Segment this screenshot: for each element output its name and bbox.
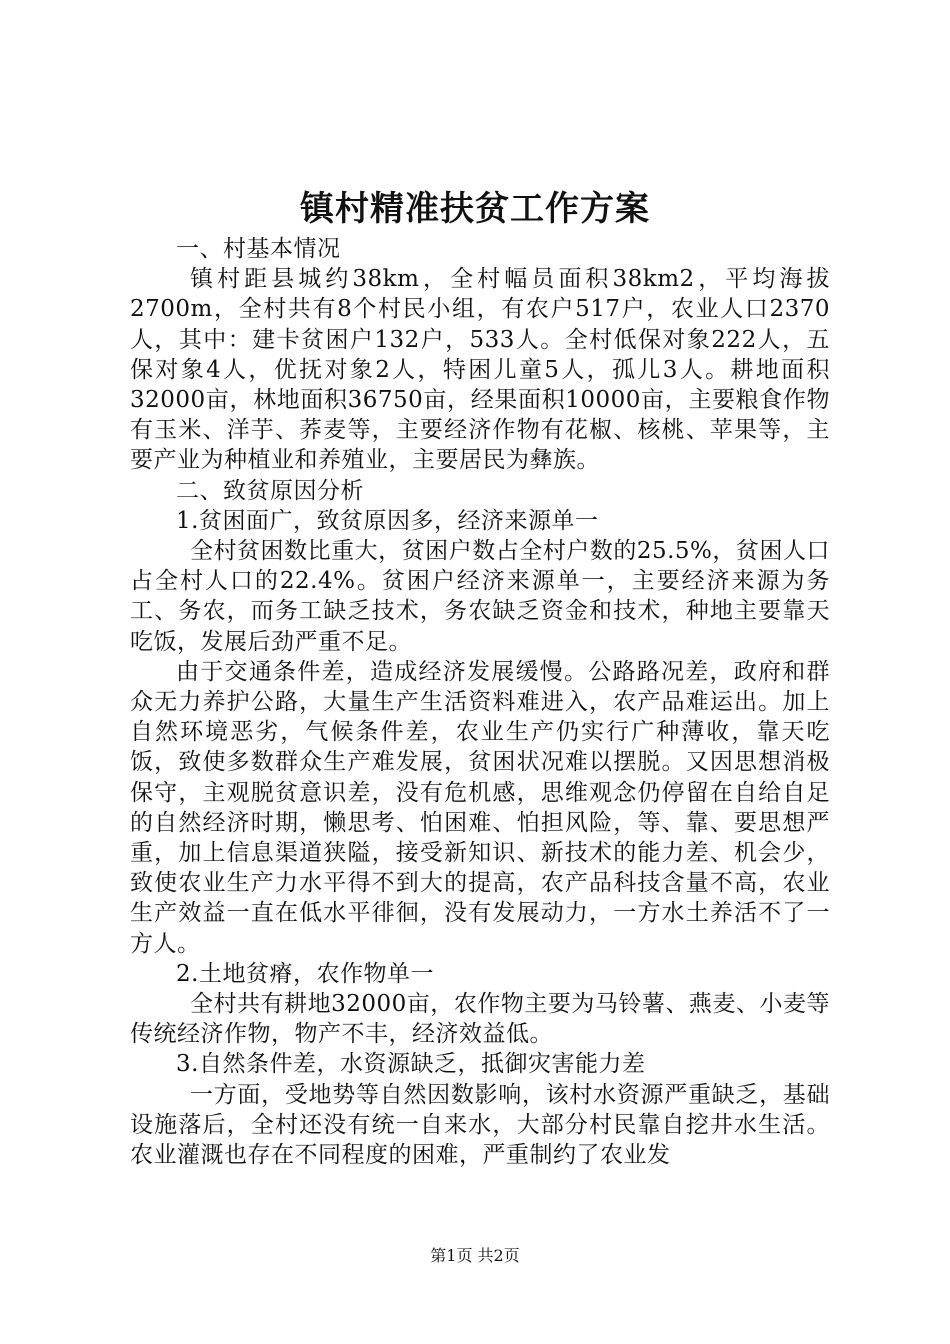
document-title: 镇村精准扶贫工作方案 [300,189,650,229]
section-heading-1: 一、村基本情况 [176,236,341,262]
paragraph-traffic: 由于交通条件差，造成经济发展缓慢。公路路况差，政府和群众无力养护公路，大量生产生活资料难进入，农产品难运出。加上自然环境恶劣，气候条件差，农业生产仍实行广种薄收，靠天吃饭，致使多数群众生产难发展，贫困状况难以摆脱。又因思想消极保守，主观脱贫意识差，没有危机感，思维观念仍停留在自给自足的自然经济时期，懒思考、怕困难、怕担风险，等、靠、要思想严重，加上信息渠道狭隘，接受新知识、新技术的能力差、机会少，致使农业生产力水平得不到大的提高，农产品科技含量不高，农业生产效益一直在低水平徘徊，没有发展动力，一方水土养活不了一方人。 [130,658,830,957]
document-body [130,234,830,1170]
page-footer: 第1页 共2页 [430,1246,520,1265]
section-heading-2: 二、致贫原因分析 [176,477,364,504]
paragraph-basic-info: 镇村距县城约38km，全村幅员面积38km2，平均海拔2700m，全村共有8个村民小组，有农户517户，农业人口2370人，其中：建卡贫困户132户，533人。全村低保对象222人，五保对象4人，优抚对象2人，特困儿童5人，孤儿3人。耕地面积32000亩，林地面积36750亩，经果面积10000亩，主要粮食作物有玉米、洋芋、荞麦等，主要经济作物有花椒、核桃、苹果等，主要产业为种植业和养殖业，主要居民为彝族。 [130,266,830,474]
subheading-1: 1.贫困面广，致贫原因多，经济来源单一 [176,507,599,534]
paragraph-farmland: 全村共有耕地32000亩，农作物主要为马铃薯、燕麦、小麦等传统经济作物，物产不丰，经济效益低。 [130,991,830,1048]
paragraph-water: 一方面，受地势等自然因数影响，该村水资源严重缺乏，基础设施落后，全村还没有统一自来水，大部分村民靠自挖井水生活。农业灌溉也存在不同程度的困难，严重制约了农业发 [130,1081,830,1169]
subheading-3: 3.自然条件差，水资源缺乏，抵御灾害能力差 [176,1051,646,1078]
paragraph-poverty-ratio: 全村贫困数比重大，贫困户数占全村户数的25.5%，贫困人口占全村人口的22.4%。贫困户经济来源单一，主要经济来源为务工、务农，而务工缺乏技术，务农缺乏资金和技术，种地主要靠天吃饭，发展后劲严重不足。 [130,538,830,655]
subheading-2: 2.土地贫瘠，农作物单一 [176,960,434,987]
